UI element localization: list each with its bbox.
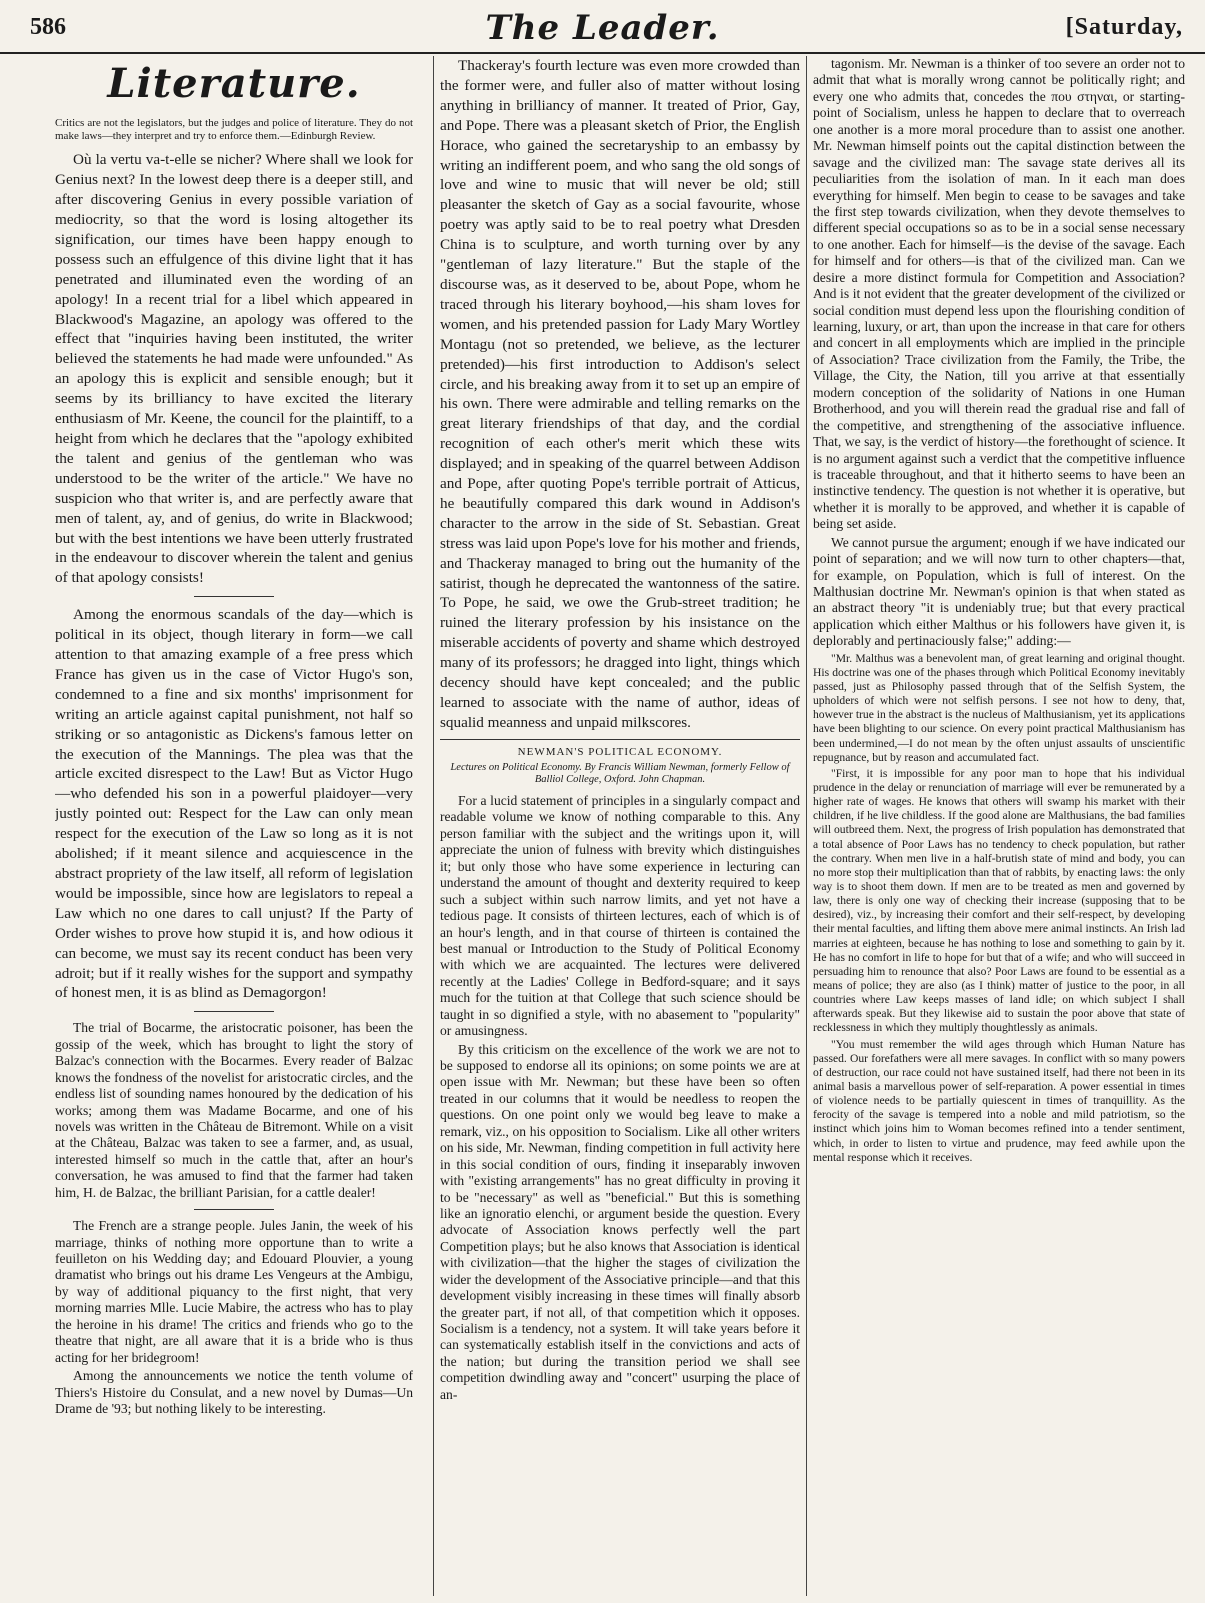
page-number: 586 <box>30 14 66 40</box>
masthead-title: The Leader. <box>485 8 720 48</box>
paragraph-antagonism: tagonism. Mr. Newman is a thinker of too severe an order not to admit that what is morally wrong cannot be politically right; and every one who admits that, concedes the που στηναι, or starting-point of Socialism, unless he happen to declare that to overreach one another is a more moral procedure than to assist one another. Mr. Newman himself points out the capital distinction between the savage and the civilized man: The savage state derives all its peculiarities from the isolation of man. In it each man does everything for himself. Men begin to cease to be savages and take the first step towards civilization, when they devote themselves to different special occupations so as to be in a social sense necessary to one another. Each for himself—is the devise of the savage. Each for himself and for others—is that of the civilized man. Can we desire a more distinct formula for Competition and Association? And is it not evident that the greater development of the civilized or social condition must depend less upon the flourishing condition of learning, luxury, or art, than upon the increase in that care for others and concert in all employments which are implied in the principle of Association? Trace civilization from the Family, the Tribe, the Village, the City, the Nation, till you arrive at that essentially modern conception of the solidarity of Nations in one Human Brotherhood, and you will therein read the gradual rise and fall of the competitive, and strengthening of the associative influence. That, we say, is the verdict of history—the forethought of science. It is no argument against such a verdict that the competitive influence is traceable throughout, and that it hitherto seems to have been an instinctive tendency. The question is not whether it is operative, but whether it is morally to be approved, and whether it is capable of being set aside. <box>813 56 1185 532</box>
quote-malthus: "Mr. Malthus was a benevolent man, of great learning and original thought. His doctrine was one of the phases through which Political Economy inevitably passed, just as Philosophy passed through that of the Selfish System, the upholders of which were not selfish persons. I see not how to deny, that, however true in the abstract is the nucleus of Malthusianism, yet its applications have been blighting to our science. On every point practical Malthusianism has been undermined,—I do not mean by the often unjust assaults of unscientific repugnance, but by reason and accumulated fact. <box>813 651 1185 764</box>
paragraph-thackeray: Thackeray's fourth lecture was even more crowded than the former were, and fuller also of matter without losing anything in brilliancy of manner. It treated of Prior, Gay, and Pope. There was a pleasant sketch of Prior, the English Horace, who gained the secretaryship to an embassy by writing an indifferent poem, and who sang the old songs of love and wine to music that will never be old; still pleasanter the sketch of Gay as a social favourite, whose poetry was aptly said to be to real poetry what Dresden China is to sculpture, and worth turning over by any "gentleman of lazy literature." But the staple of the discourse was, as it deserved to be, about Pope, whom he traced through his literary boyhood,—his sham loves for women, and his pretended passion for Lady Mary Wortley Montagu (not so pretended, we believe, as the lecturer pretended)—his first introduction to Addison's select circle, and his breaking away from it to set up an empire of his own. There were admirable and telling remarks on the great literary friendships of that day, and the cordial recognition of each other's merit which these wits displayed; and in speaking of the quarrel between Addison and Pope, after quoting Pope's terrible portrait of Atticus, he beautifully compared this dark wound in Addison's character to the arrow in the side of St. Sebastian. Great stress was laid upon Pope's love for his mother and friends, and Thackeray managed to bring out the humanity of the satirist, though he deprecated the wantonness of the satire. To Pope, he said, we owe the Grub-street tradition; he ruined the literary profession by his insistance on the miserable accidents of poverty and shame which destroyed many of its professors; he dragged into light, things which decency should have kept concealed; and the public learned to associate with the name of author, ideas of squalid meanness and unpaid milkscores. <box>440 57 800 731</box>
paragraph-newman-socialism: By this criticism on the excellence of the work we are not to be supposed to endorse all its opinions; on some points we are at open issue with Mr. Newman; but these have been so often treated in our columns that it would be needless to reopen the questions. On one point only we would beg leave to make a remark, viz., on his opposition to Socialism. Like all other writers on his side, Mr. Newman, finding competition in full activity here in this social condition of ours, finding it inseparably inwoven with "existing arrangements" has no great difficulty in proving it to be "necessary" as well as "beneficial." But this is something like an ignoratio elenchi, or argument beside the question. Every advocate of Association knows perfectly well the part Competition plays; but he also knows that Association is identical with civilization—that the higher the stages of civilization the wider the development of the Associative principle—and that this development visibly increasing in these times will finally absorb the greater part, if not all, of that competition which it opposes. Socialism is a tendency, not a system. It will take years before it can systematically establish itself in the convictions and acts of the nation; but during the transition period we shall see competition dwindling away and "concert" usurping the place of an- <box>440 1041 800 1402</box>
divider <box>194 1209 274 1210</box>
paragraph-bocarme: The trial of Bocarme, the aristocratic poisoner, has been the gossip of the week, which has brought to light the story of Balzac's connection with the Bocarmes. Every reader of Balzac knows the fondness of the novelist for aristocratic circles, and the endless list of sounding names honoured by the dedication of his works; among them was Madame Bocarme, and one of his novels was written in the Château de Bitremont. While on a visit at the Château, Balzac was taken to see a farmer, and, as usual, interested himself so much in the cattle that, after an hour's conversation, he was amused to find that the farmer had taken him, H. de Balzac, the brilliant Parisian, for a cattle dealer! <box>55 1020 413 1200</box>
review-title: NEWMAN'S POLITICAL ECONOMY. <box>440 739 800 758</box>
paragraph-population: We cannot pursue the argument; enough if we have indicated our point of separation; and we will now turn to other chapters—that, for example, on Population, which is full of interest. On the Malthusian doctrine Mr. Newman's opinion is that when stated as an abstract theory "it is undeniably true; but that every practical application which either Malthus or his followers have given it, is deplorably and pertinaciously false;" adding:— <box>813 534 1185 649</box>
issue-day: [Saturday, <box>1065 14 1183 40</box>
page-header <box>0 0 1205 54</box>
paragraph-jules-janin: The French are a strange people. Jules Janin, the week of his marriage, thinks of nothing more opportune than to write a feuilleton on his Wedding day; and Edouard Plouvier, a young dramatist who brings out his drame Les Vengeurs at the Ambigu, by way of additional piquancy to the first night, that very morning marries Mlle. Lucie Mabire, the actress who has to play the heroine in his drame! The critics and friends who go to the theatre that night, are all aware that it is a bride who is thus acting for her bridegroom! <box>55 1218 413 1365</box>
column-right <box>806 56 1185 1596</box>
section-title: Literature. <box>107 60 361 107</box>
divider <box>194 1011 274 1012</box>
quote-prudence: "First, it is impossible for any poor man to hope that his individual prudence in the delay or renunciation of marriage will ever be remunerated by a higher rate of wages. He knows that others will swamp his market with their children, if he live childless. If the good alone are Malthusians, the bad families will outbreed them. Next, the progress of Irish population has demonstrated that a total absence of Poor Laws has no tendency to check population, but rather the contrary. When men live in a half-brutish state of mind and body, you can no more stop their multiplication than that of rabbits, by enacting laws: the only way is to shoot them down. If men are to be treated as men and governed by law, there is only one way of checking their increase (supposing that to be desired), viz., by increasing their comfort and their self-respect, by developing their mental faculties, and lifting them above mere animal instincts. An Irish lad marries at eighteen, because he has nothing to lose and something to gain by it. He has no comfort in life to hope for but that of a wife; and who will succeed in persuading him to renounce that also? Poor Laws are found to be essential as a means of police; they are also (as I think) matter of justice to the poor, in all countries where Law keeps masses of land idle; on which subject I shall afterwards speak. But they likewise aid to sustain the poor above that state of recklessness in which they multiply thoughtlessly as animals. <box>813 766 1185 1035</box>
quote-wild-ages: "You must remember the wild ages through which Human Nature has passed. Our forefathers were all mere savages. In conflict with so many powers of destruction, our race could not have sustained itself, had there not been in its animal basis a marvellous power of self-reparation. A power essential in times of violence needs to be partially quiescent in times of tranquillity. As the ferocity of the savage is tempered into a noble and mild patriotism, so the instinct which joins him to Woman becomes refined into a tender sentiment, which, in order to listen to virtue and prudence, may feed awhile upon the mental response which it receives. <box>813 1037 1185 1164</box>
paragraph-victor-hugo: Among the enormous scandals of the day—which is political in its object, though literary in form—we call attention to that amazing example of a free press which France has given us in the case of Victor Hugo's son, condemned to a fine and six months' imprisonment for writing an article against capital punishment, not half so striking or so antagonistic as Dickens's famous letter on the execution of the Mannings. The plea was that the article excited disrespect to the Law! But as Victor Hugo—who defended his son in a powerful plaidoyer—very justly pointed out: Respect for the Law can only mean respect for the execution of the Law so long as it is not abolished; if it meant silence and acquiescence in the abstract propriety of the law itself, all reform of legislation would be impossible, since how are legislators to repeal a Law which no one dares to call unjust? If the Party of Order wishes to prove how stupid it is, and how odious it can become, we must say its recent conduct has been very adroit; but if it really wishes for the support and sympathy of honest men, it is as blind as Demagorgon! <box>55 606 413 1002</box>
epigraph: Critics are not the legislators, but the judges and police of literature. They do not make laws—they interpret and try to enforce them.—Edinburgh Review. <box>55 117 413 142</box>
column-middle <box>433 56 800 1596</box>
divider <box>194 596 274 597</box>
column-left <box>55 56 413 1596</box>
paragraph-announcements: Among the announcements we notice the tenth volume of Thiers's Histoire du Consulat, and a new novel by Dumas—Un Drame de '93; but nothing likely to be interesting. <box>55 1368 413 1416</box>
review-subtitle: Lectures on Political Economy. By Francis William Newman, formerly Fellow of Balliol College, Oxford. John Chapman. <box>450 761 790 786</box>
paragraph-apology: Où la vertu va-t-elle se nicher? Where shall we look for Genius next? In the lowest deep there is a deeper still, and after discovering Genius in every possible variation of mediocrity, so that the word is losing altogether its signification, our times have been happy enough to possess such an effulgence of this divine light that it has penetrated and illuminated even the wording of an apology! In a recent trial for a libel which appeared in Blackwood's Magazine, an apology was offered to the effect that "inquiries having been instituted, the writer believed the statements he had made were unfounded." As an apology this is explicit and sensible enough; but it seems by its brilliancy to have excited the literary enthusiasm of Mr. Keene, the council for the plaintiff, to a height from which he declares that the "apology exhibited the talent and genius of the gentleman who was understood to be the writer of the article." We have no suspicion who that writer is, and are perfectly aware that men of talent, ay, and of genius, do write in Blackwood; but with the best intentions we have been utterly frustrated in the endeavour to discover wherein the talent and genius of that apology consists! <box>55 151 413 587</box>
paragraph-newman-intro: For a lucid statement of principles in a singularly compact and readable volume we know of nothing comparable to this. Any person familiar with the subject and the writings upon it, will appreciate the union of fulness with brevity which distinguishes it; but only those who have some experience in lecturing can understand the amount of thought and dexterity required to keep such a subject within such narrow limits, and yet not have a tedious page. It consists of thirteen lectures, each of which is of an hour's length, and in that course of thirteen is contained the best manual or Introduction to the Study of Political Economy with which we are acquainted. The lectures were delivered recently at the Ladies' College in Bedford-square; and it says much for the tuition at that College that such science should be taught in so dignified a style, with no abasement to "popularity" or amusingness. <box>440 793 800 1039</box>
